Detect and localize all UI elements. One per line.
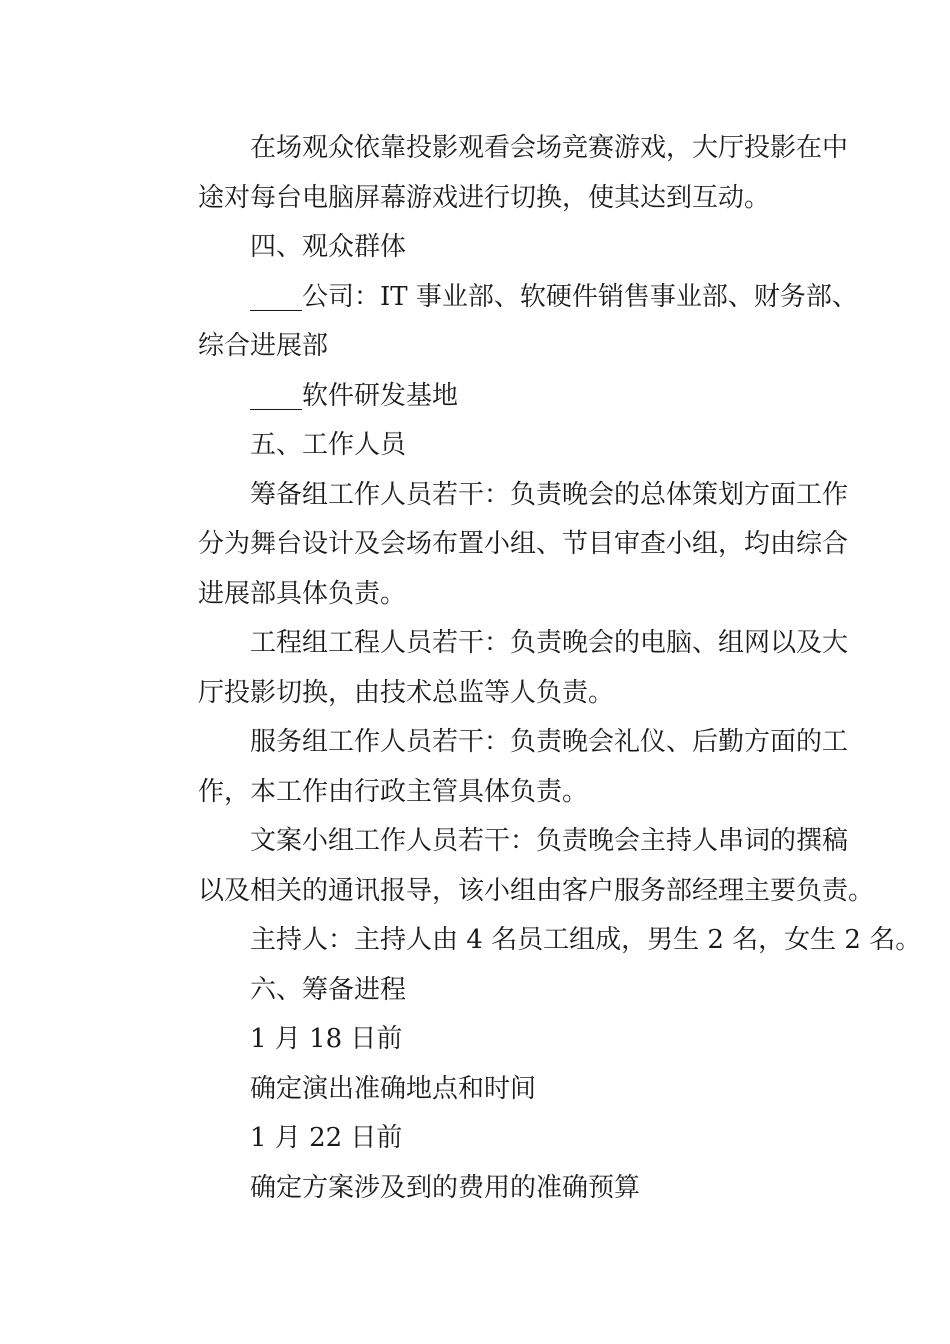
paragraph-line: 筹备组工作人员若干：负责晚会的总体策划方面工作 [250, 479, 849, 510]
paragraph-preparation-group [146, 471, 849, 620]
paragraph-line: 主持人：主持人由 4 名员工组成，男生 2 名，女生 2 名。 [250, 925, 922, 955]
paragraph-software-base [146, 372, 816, 422]
paragraph-line: 进展部具体负责。 [198, 578, 407, 609]
paragraph-line: 综合进展部 [198, 331, 329, 361]
heading-text: 六、筹备进程 [250, 974, 407, 1005]
paragraph-line: 厅投影切换，由技术总监等人负责。 [198, 677, 615, 708]
schedule-date-2 [146, 1114, 816, 1164]
paragraph-line: 分为舞台设计及会场布置小组、节目审查小组，均由综合 [198, 529, 849, 559]
heading-text: 四、观众群体 [250, 232, 407, 262]
paragraph-projection [146, 124, 849, 223]
paragraph-line: ____公司：IT 事业部、软硬件销售事业部、财务部、 [250, 281, 858, 312]
paragraph-engineering-group [146, 619, 849, 718]
paragraph-line: 途对每台电脑屏幕游戏进行切换，使其达到互动。 [198, 182, 771, 213]
paragraph-line: 以及相关的通讯报导，该小组由客户服务部经理主要负责。 [198, 875, 875, 906]
heading-text: 五、工作人员 [250, 430, 407, 460]
paragraph-hosts [146, 916, 922, 966]
paragraph-line: 作，本工作由行政主管具体负责。 [198, 776, 589, 807]
schedule-date: 1 月 22 日前 [250, 1123, 403, 1153]
schedule-task: 确定方案涉及到的费用的准确预算 [250, 1172, 641, 1203]
section-heading-audience [146, 223, 816, 273]
schedule-task-1 [146, 1065, 816, 1115]
paragraph-line: 在场观众依靠投影观看会场竞赛游戏，大厅投影在中 [250, 133, 849, 163]
paragraph-service-group [146, 718, 849, 817]
paragraph-line: ____软件研发基地 [250, 380, 459, 411]
paragraph-company-departments [146, 273, 858, 372]
schedule-date-1 [146, 1015, 816, 1065]
schedule-date: 1 月 18 日前 [250, 1024, 403, 1054]
section-heading-schedule [146, 966, 816, 1016]
paragraph-line: 文案小组工作人员若干：负责晚会主持人串词的撰稿 [250, 826, 849, 856]
schedule-task-2 [146, 1164, 816, 1214]
paragraph-copywriting-group [146, 817, 875, 916]
section-heading-staff [146, 421, 816, 471]
paragraph-line: 工程组工程人员若干：负责晚会的电脑、组网以及大 [250, 628, 849, 658]
document-body [146, 124, 922, 1213]
paragraph-line: 服务组工作人员若干：负责晚会礼仪、后勤方面的工 [250, 727, 849, 757]
schedule-task: 确定演出准确地点和时间 [250, 1073, 537, 1104]
